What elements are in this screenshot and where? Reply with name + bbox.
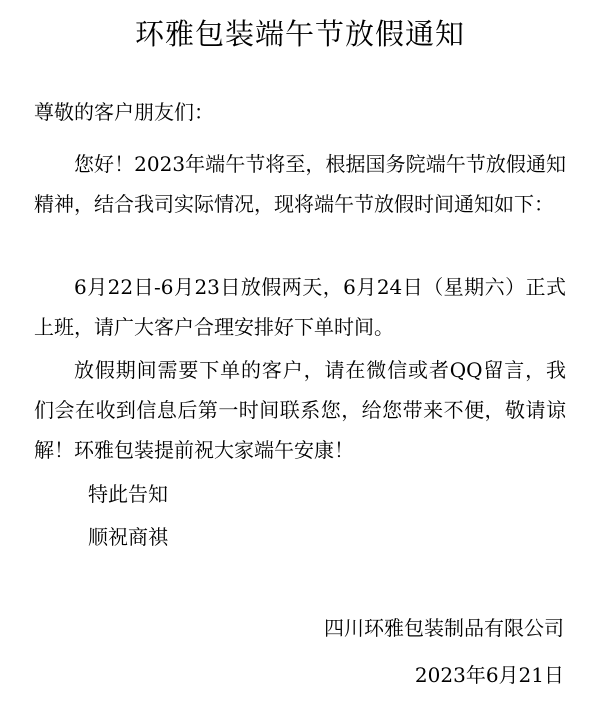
notice-title: 环雅包装端午节放假通知 (134, 17, 465, 51)
paragraph-order-notice: 放假期间需要下单的客户，请在微信或者QQ留言，我们会在收到信息后第一时间联系您，给您带来不便，敬请谅解！环雅包装提前祝大家端午安康！ (34, 358, 566, 462)
closing-notice: 特此告知 (88, 482, 168, 506)
notice-date: 2023年6月21日 (414, 663, 564, 687)
company-name: 四川环雅包装制品有限公司 (324, 616, 564, 640)
closing-regards: 顺祝商祺 (88, 525, 168, 549)
salutation: 尊敬的客户朋友们： (34, 100, 214, 124)
paragraph-holiday-intro: 您好！2023年端午节将至，根据国务院端午节放假通知精神，结合我司实际情况，现将端午节放假时间通知如下： (34, 152, 566, 216)
paragraph-holiday-dates: 6月22日-6月23日放假两天，6月24日（星期六）正式上班，请广大客户合理安排好下单时间。 (34, 275, 566, 339)
